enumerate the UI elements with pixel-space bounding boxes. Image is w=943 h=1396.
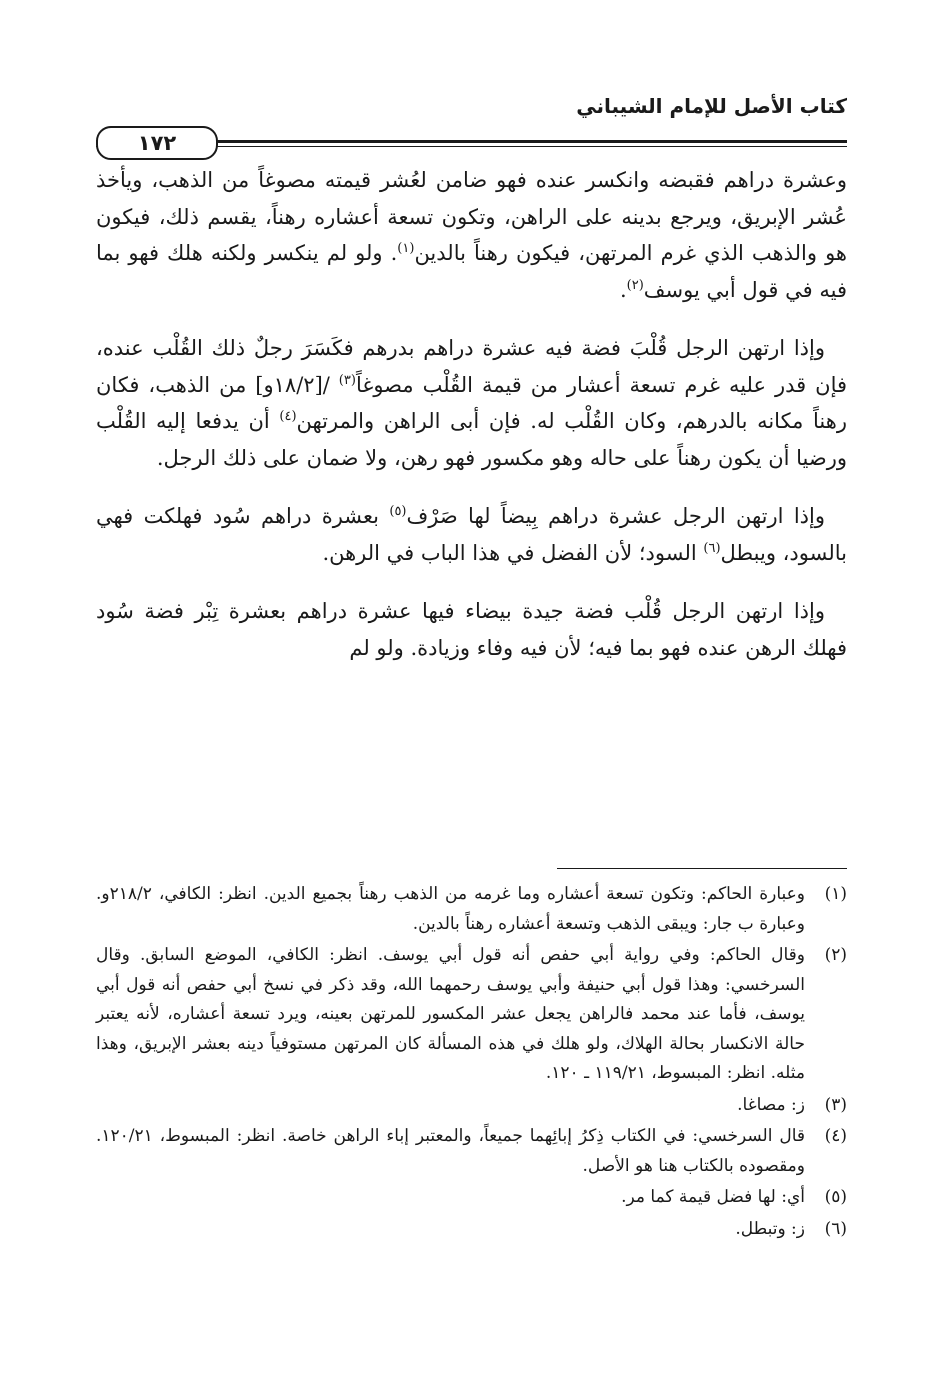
footnote-separator xyxy=(557,868,847,869)
main-text xyxy=(96,162,847,666)
footnote-number: (٥) xyxy=(824,1187,847,1207)
footnote-number: (٦) xyxy=(824,1218,847,1239)
footnote-1 xyxy=(96,880,847,939)
footnote-2 xyxy=(96,941,847,1089)
footnote-number: (٣) xyxy=(824,1094,847,1115)
footnote-3 xyxy=(96,1091,847,1121)
footnote-6 xyxy=(96,1215,847,1245)
footnote-number: (٤) xyxy=(824,1126,847,1146)
footnote-number: (٢) xyxy=(824,945,847,965)
footnote-text: وقال الحاكم: وفي رواية أبي حفص أنه قول أبي يوسف. انظر: الكافي، الموضع السابق. وقال السرخسي: وهذا قول أبي حنيفة وأبي يوسف رحمهما الله، وقد ذكر في نسخ أبي حفص أنه قول أبي يوسف، فأما عند محمد فالراهن يجعل عشر المكسور للمرتهن بعينه، ويرد تسعة أعشاره، لأنه يعتبر حالة الانكسار بحالة الهلاك، ولو هلك في هذه المسألة كان المرتهن مستوفياً دينه بعشر الإبريق، وهذا مثله. انظر: المبسوط، ١١٩/٢١ ـ ١٢٠. xyxy=(96,945,805,1083)
footnote-number: (١) xyxy=(824,884,847,904)
footnote-text: وعبارة الحاكم: وتكون تسعة أعشاره وما غرمه من الذهب رهناً بجميع الدين. انظر: الكافي، ٢١٨/٢و. وعبارة ب جار: ويبقى الذهب وتسعة أعشاره رهناً بالدين. xyxy=(96,884,805,934)
footnote-ref-5: (٥) xyxy=(389,504,407,519)
footnote-text: ز: مصاغا. xyxy=(737,1094,805,1115)
page-number: ١٧٢ xyxy=(96,126,218,160)
footnote-text: ز: وتبطل. xyxy=(735,1218,805,1239)
footnote-5 xyxy=(96,1183,847,1213)
running-title: كتاب الأصل للإمام الشيباني xyxy=(576,94,847,118)
footnote-text: أي: لها فضل قيمة كما مر. xyxy=(621,1187,805,1207)
footnote-ref-3: (٣) xyxy=(338,372,356,388)
footnote-ref-1: (١) xyxy=(397,241,415,256)
footnote-ref-6: (٦) xyxy=(703,540,721,556)
paragraph-1: وعشرة دراهم فقبضه وانكسر عنده فهو ضامن لعُشر قيمته مصوغاً من الذهب، ويأخذ عُشر الإبريق، ويرجع بدينه على الراهن، وتكون تسعة أعشاره رهناً، يقسم ذلك، فيكون هو والذهب الذي غرم المرتهن، فيكون رهناً بالدين$^{(١)}$. ولو لم ينكسر ولكنه هلك فهو بما فيه في قول أبي يوسف$^{(٢)}$. xyxy=(96,168,847,302)
paragraph-2: وإذا ارتهن الرجل قُلْبَ فضة فيه عشرة دراهم بدرهم فكَسَرَ رجلٌ ذلك القُلْب عنده، فإن قدر عليه غرم تسعة أعشار من قيمة القُلْب مصوغاً$^{(٣)}$ /[١٨/٢و] من الذهب، فكان رهناً مكانه بالدرهم، وكان القُلْب له. فإن أبى الراهن والمرتهن$^{(٤)}$ أن يدفعا إليه القُلْب ورضيا أن يكون رهناً على حاله وهو مكسور فهو رهن، ولا ضمان على ذلك الرجل. xyxy=(96,336,848,470)
footnote-ref-2: (٢) xyxy=(626,277,644,293)
paragraph-3: وإذا ارتهن الرجل عشرة دراهم بِيضاً لها صَرْف$^{(٥)}$ بعشرة دراهم سُود فهلكت فهي بالسود، ويبطل$^{(٦)}$ السود؛ لأن الفضل في هذا الباب في الرهن. xyxy=(96,504,847,565)
paragraph-4: وإذا ارتهن الرجل قُلْب فضة جيدة بيضاء فيها عشرة دراهم بعشرة تِبْر فضة سُود فهلك الرهن عنده فهو بما فيه؛ لأن فيه وفاء وزيادة. ولو لم xyxy=(96,599,847,660)
footnote-text: قال السرخسي: في الكتاب ذِكرُ إبائِهما جميعاً، والمعتبر إباء الراهن خاصة. انظر: المبسوط، ١٢٠/٢١. ومقصوده بالكتاب هنا هو الأصل. xyxy=(96,1126,805,1176)
footnotes xyxy=(96,880,847,1246)
footnote-4 xyxy=(96,1122,847,1181)
footnote-ref-4: (٤) xyxy=(279,409,297,424)
